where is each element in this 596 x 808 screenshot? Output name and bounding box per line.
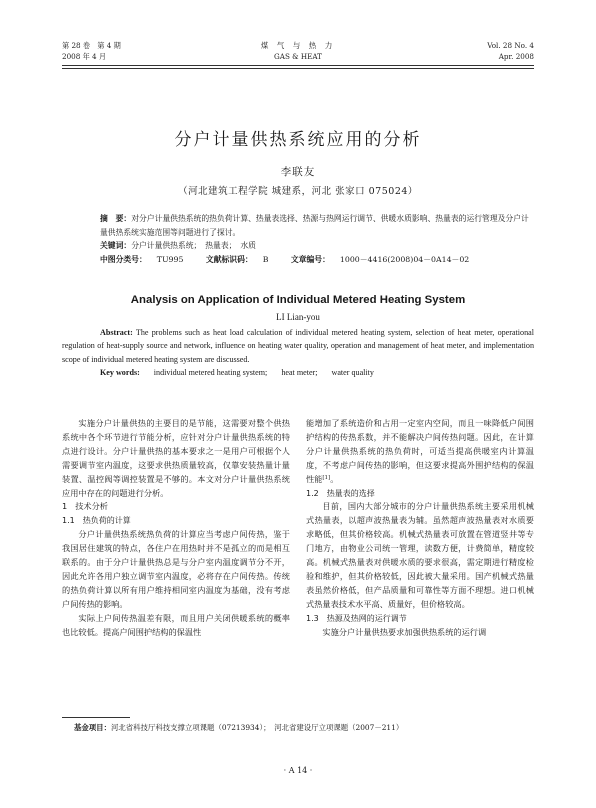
english-author: LI Lian-you	[276, 312, 320, 322]
body-column-left	[62, 417, 290, 640]
volume-issue-en: Vol. 28 No. 4	[487, 41, 534, 50]
section-1-number: 1	[62, 501, 68, 512]
abstract-cn	[62, 212, 534, 266]
heat-load-paragraph: 分户计量供热系统热负荷的计算应当考虑户间传热，鉴于我国居住建筑的特点，各住户在用热时并不是孤立的而是相互联系的。由于分户计量供热总是与分户室内温度调节分不开，因此允许各用户独立调节室内温度，必将存在户间传热。传统的热负荷计算以所有用户维持相同室内温度为基础，没有考虑户间传热的影响。	[62, 529, 290, 609]
clc-value: TU995	[156, 254, 184, 264]
section-1-3-number: 1.3	[306, 613, 319, 623]
classification-row	[62, 253, 534, 267]
doc-code-label: 文献标识码：	[205, 254, 253, 264]
keyword-en-2: heat meter;	[281, 367, 318, 377]
keywords-cn-label: 关键词：	[100, 241, 132, 251]
header-rule-top	[62, 65, 534, 66]
section-1-heading	[62, 500, 290, 514]
section-1-2-title: 热量表的选择	[326, 488, 375, 498]
funding-text: 河北省科技厅科技支撑立项课题（07213934）； 河北省建设厅立项课题（2007－211）	[110, 723, 404, 732]
keyword-en-3: water quality	[331, 367, 374, 377]
section-1-1-number: 1.1	[62, 516, 75, 526]
page-number: · A 14 ·	[283, 766, 313, 775]
running-header-right	[487, 40, 534, 62]
body-column-right	[306, 417, 534, 640]
english-title: Analysis on Application of Individual Metered Heating System	[130, 294, 466, 306]
header-rule-bottom	[62, 68, 534, 69]
abstract-en-label: Abstract:	[100, 328, 133, 337]
abstract-en-body	[62, 326, 534, 366]
section-1-1-heading	[62, 514, 290, 528]
insulation-text: 能增加了系统造价和占用一定室内空间，而且一味降低户间围护结构的传热系数，并不能解决户间传热问题。因此，在计算分户计量供热系统的热负荷时，可适当提高供暖室内计算温度，不考虑户间传热的影响，但这要求提高外围护结构的保温性能	[306, 418, 534, 484]
operation-paragraph: 实施分户计量供热要求加强供热系统的运行调	[322, 626, 487, 637]
doc-code-value: B	[262, 254, 269, 264]
reference-citation: [1]	[322, 474, 331, 481]
heat-meter-paragraph: 目前，国内大部分城市的分户计量供热系统主要采用机械式热量表，以超声波热量表为辅。虽然超声波热量表对水质要求略低，但其价格较高。机械式热量表可放置在管道竖井等专门地方，由物业公司统一管理，读数方便，计费简单，精度较高。机械式热量表对供暖水质的要求很高，需定期进行精度检验和维护，但其价格较低，因此被大量采用。国产机械式热量表虽然价格低，但产品质量和可靠性等方面不理想。进口机械式热量表技术水平高、质量好，但价格较高。	[306, 501, 534, 609]
author-affiliation: （河北建筑工程学院 城建系，河北 张家口 075024）	[178, 186, 418, 197]
footnote-rule	[62, 717, 130, 718]
insulation-end: 。	[330, 473, 339, 484]
section-1-3-heading	[306, 612, 534, 626]
article-no-label: 文章编号：	[290, 254, 330, 264]
section-1-1-title: 热负荷的计算	[82, 516, 131, 526]
article-no-value: 1000－4416(2008)04－0A14－02	[339, 254, 470, 264]
keywords-en-label: Key words:	[100, 367, 140, 377]
section-1-2-heading	[306, 487, 534, 501]
issue-date-en: Apr. 2008	[498, 52, 534, 61]
keywords-cn	[62, 239, 534, 253]
volume-issue: 第 28 卷 第 4 期	[62, 41, 121, 50]
section-1-2-number: 1.2	[306, 488, 319, 498]
abstract-en	[62, 326, 534, 379]
abstract-cn-body	[62, 212, 534, 239]
funding-label: 基金项目：	[74, 723, 111, 732]
journal-name-cn: 煤 气 与 热 力	[260, 41, 336, 50]
journal-name-en: GAS & HEAT	[274, 52, 322, 61]
section-1-3-title: 热源及热网的运行调节	[326, 613, 407, 623]
funding-footnote	[74, 722, 544, 733]
clc-label: 中图分类号：	[100, 254, 147, 264]
keywords-en	[62, 366, 534, 379]
paper-title: 分户计量供热系统应用的分析	[174, 130, 422, 150]
heat-transfer-paragraph: 实际上户间传热温差有限，而且用户关闭供暖系统的概率也比较低。提高户间围护结构的保温性	[62, 612, 290, 637]
abstract-cn-label: 摘 要：	[100, 214, 132, 223]
abstract-en-text: The problems such as heat load calculation of individual metered heating system, selection of heat meter, operational regulation of heat-supply source and network, influence on heating water quality, operation and management of heat meter, and implementation scope of individual metered heating system are discussed.	[62, 328, 534, 364]
keyword-en-1: individual metered heating system;	[153, 367, 268, 377]
author-name: 李联友	[280, 166, 316, 178]
issue-date-cn: 2008 年 4 月	[62, 52, 107, 61]
intro-paragraph: 实施分户计量供热的主要目的是节能，这需要对整个供热系统中各个环节进行节能分析，应针对分户计量供热系统的特点进行设计。分户计量供热的基本要求之一是用户可根据个人需要调节室内温度，这要求供热质量较高，仅靠安装热量计量装置、温控阀等调控装置是不够的。本文对分户计量供热系统应用中存在的问题进行分析。	[62, 418, 290, 498]
insulation-paragraph	[306, 417, 534, 487]
section-1-title: 技术分析	[75, 501, 108, 512]
abstract-cn-text: 对分户计量供热系统的热负荷计算、热量表选择、热源与热网运行调节、供暖水质影响、热量表的运行管理及分户计量供热系统实施范围等问题进行了探讨。	[100, 214, 529, 237]
keywords-cn-text: 分户计量供热系统； 热量表； 水质	[131, 241, 256, 251]
